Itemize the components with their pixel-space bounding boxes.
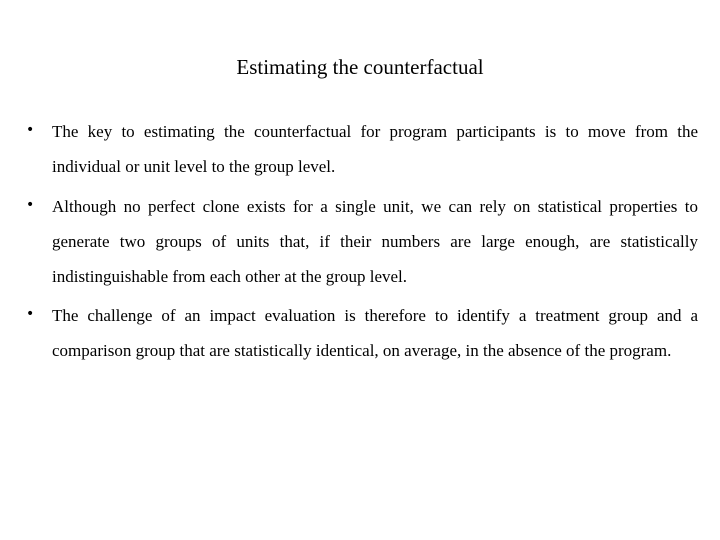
bullet-item	[22, 114, 698, 184]
bullet-text: The challenge of an impact evaluation is therefore to identify a treatment group and a comparison group that are statistically identical, on average, in the absence of the program.	[52, 306, 698, 360]
slide-title: Estimating the counterfactual	[236, 55, 484, 79]
bullet-dot-icon: •	[26, 122, 35, 138]
bullet-list	[22, 114, 698, 373]
bullet-text: Although no perfect clone exists for a single unit, we can rely on statistical properties to generate two groups of units that, if their numbers are large enough, are statistically indistinguishable from each other at the group level.	[52, 197, 698, 286]
bullet-text: The key to estimating the counterfactual for program participants is to move from the individual or unit level to the group level.	[52, 122, 698, 176]
bullet-item	[22, 298, 698, 368]
bullet-dot-icon: •	[26, 197, 35, 213]
bullet-dot-icon: •	[26, 306, 35, 322]
bullet-item	[22, 189, 698, 294]
